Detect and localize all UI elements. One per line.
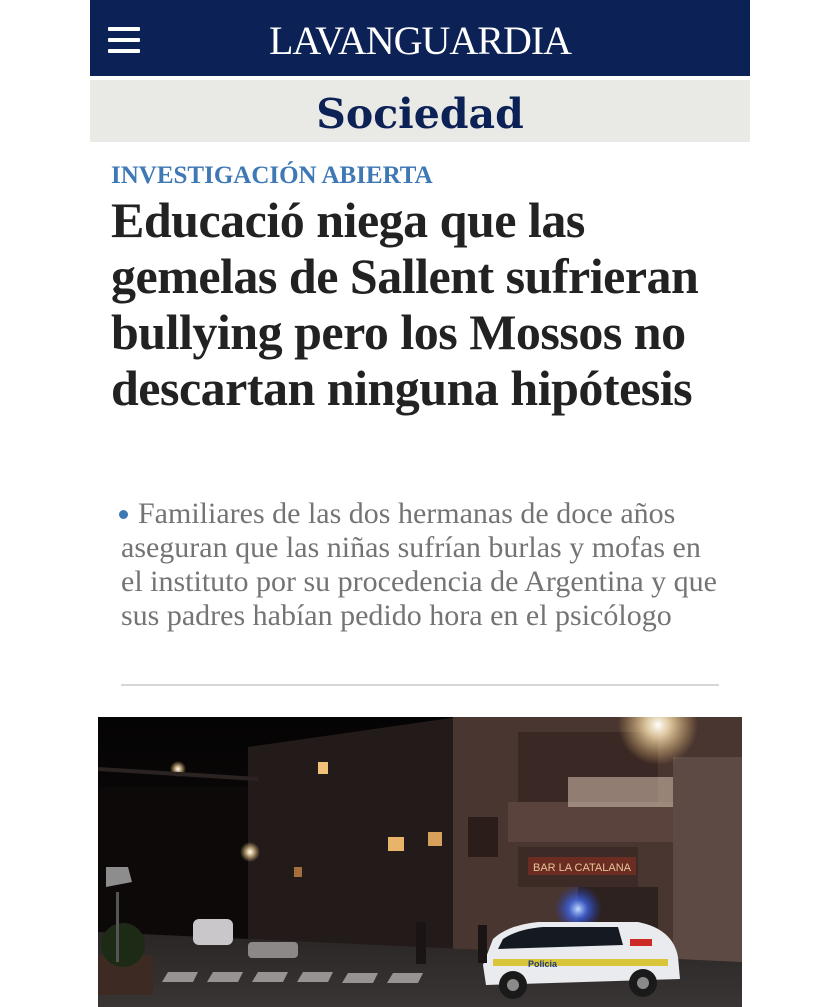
article-kicker: INVESTIGACIÓN ABIERTA bbox=[111, 162, 433, 189]
section-bar bbox=[90, 80, 750, 142]
article-headline: Educació niega que las gemelas de Sallent sufrieran bullying pero los Mossos no descartan ninguna hipótesis bbox=[111, 192, 699, 416]
divider bbox=[121, 684, 719, 686]
section-title[interactable]: Sociedad bbox=[316, 90, 524, 138]
night-street-image bbox=[98, 717, 742, 1007]
article-photo[interactable] bbox=[98, 717, 742, 1007]
summary-text: Familiares de las dos hermanas de doce años aseguran que las niñas sufrían burlas y mofas en el instituto por su procedencia de Argentina y que sus padres habían pedido hora en el psicólogo bbox=[121, 497, 717, 632]
bullet-icon bbox=[119, 510, 128, 519]
shop-sign-text: BAR LA CATALANA bbox=[532, 862, 632, 874]
article-summary bbox=[121, 497, 721, 633]
site-logo[interactable]: LAVANGUARDIA bbox=[268, 18, 572, 63]
page-frame bbox=[90, 0, 750, 1007]
masthead bbox=[90, 0, 750, 76]
police-car-text: Policia bbox=[528, 959, 558, 969]
